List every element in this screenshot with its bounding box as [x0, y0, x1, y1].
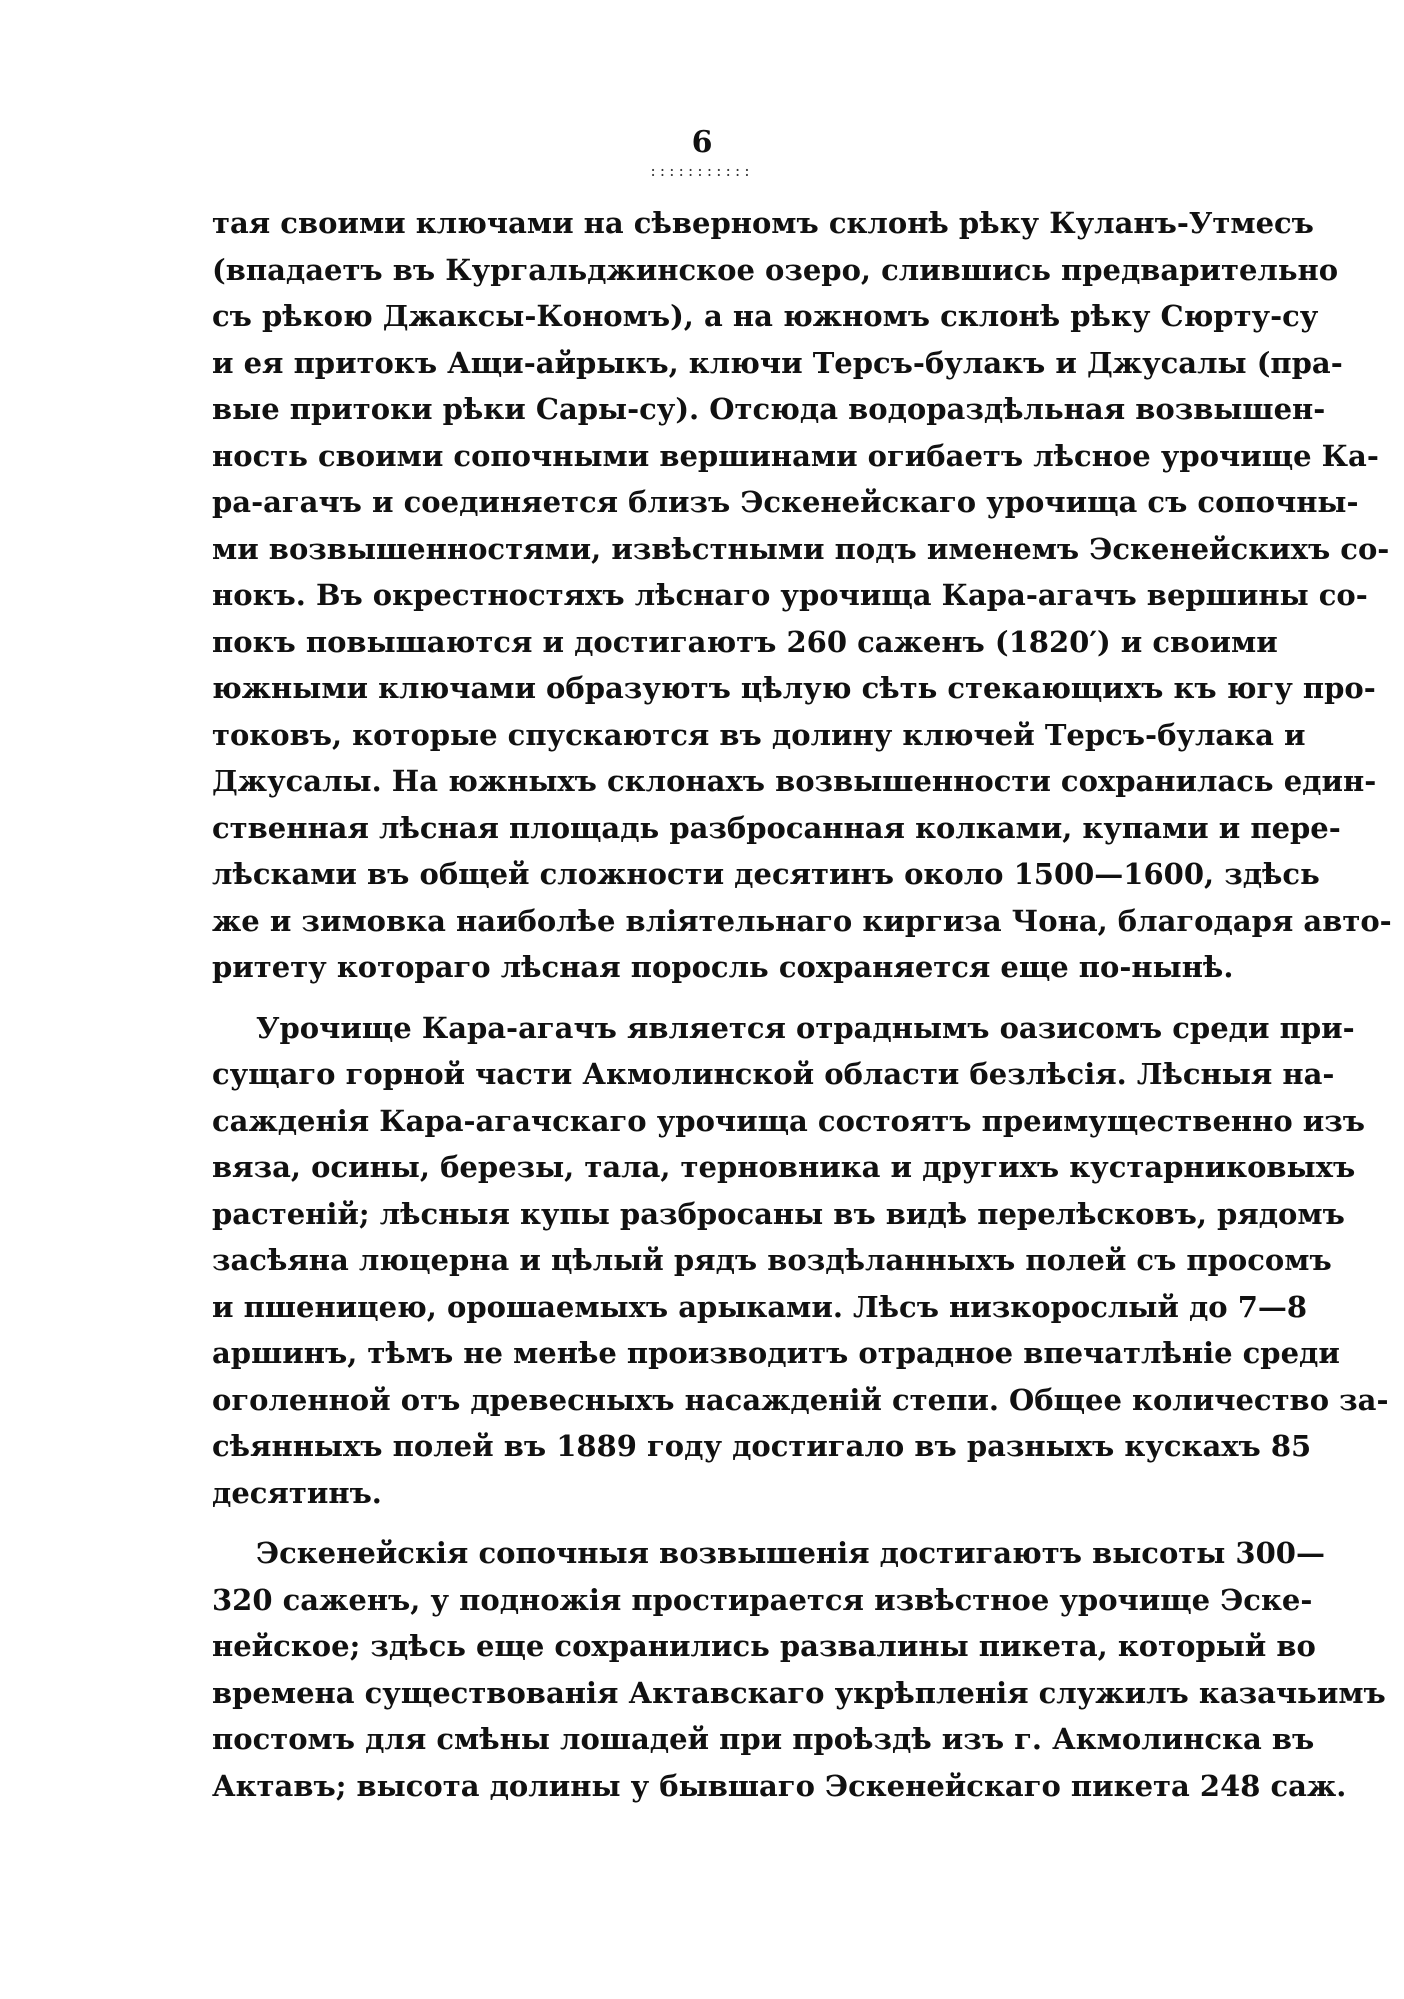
text-line: аршинъ, тѣмъ не менѣе производитъ отрадное впечатлѣніе среди	[212, 1336, 1340, 1370]
text-line: Джусалы. На южныхъ склонахъ возвышенности сохранилась един-	[212, 764, 1377, 798]
paragraph	[212, 1530, 1386, 1809]
text-line: сѣянныхъ полей въ 1889 году достигало въ разныхъ кускахъ 85	[212, 1429, 1312, 1463]
text-line: постомъ для смѣны лошадей при проѣздѣ изъ г. Акмолинска въ	[212, 1722, 1315, 1756]
text-line: токовъ, которые спускаются въ долину ключей Терсъ-булака и	[212, 717, 1306, 752]
text-line: десятинъ.	[212, 1475, 382, 1510]
text-line: нокъ. Въ окрестностяхъ лѣснаго урочища Кара-агачъ вершины со-	[212, 578, 1368, 612]
text-line: времена существованія Актавскаго укрѣпленія служилъ казачьимъ	[212, 1675, 1386, 1710]
body-text	[212, 200, 1392, 1809]
text-line: и пшеницею, орошаемыхъ арыками. Лѣсъ низкорослый до 7—8	[212, 1289, 1308, 1324]
text-line: вые притоки рѣки Сары-су). Отсюда водораздѣльная возвышен-	[212, 392, 1326, 426]
paragraph	[212, 200, 1392, 991]
text-line: ми возвышенностями, извѣстными подъ именемъ Эскенейскихъ со-	[212, 531, 1390, 566]
text-line: (впадаетъ въ Кургальджинское озеро, слившись предварительно	[212, 252, 1339, 287]
text-line: сущаго горной части Акмолинской области безлѣсія. Лѣсныя на-	[212, 1057, 1335, 1091]
text-line: ственная лѣсная площадь разбросанная колками, купами и пере-	[212, 810, 1341, 845]
paragraph-gap	[212, 991, 1192, 1005]
paragraph-gap	[212, 1516, 1192, 1530]
text-line: тая своими ключами на сѣверномъ склонѣ рѣку Куланъ-Утмесъ	[212, 206, 1314, 240]
text-line: Актавъ; высота долины у бывшаго Эскенейскаго пикета 248 саж.	[212, 1768, 1347, 1803]
text-line: засѣяна люцерна и цѣлый рядъ воздѣланныхъ полей съ просомъ	[212, 1243, 1332, 1277]
text-line: лѣсками въ общей сложности десятинъ около 1500—1600, здѣсь	[212, 857, 1320, 891]
page-number: 6	[691, 125, 713, 160]
text-line: 320 саженъ, у подножія простирается извѣстное урочище Эске-	[212, 1582, 1313, 1617]
text-line: покъ повышаются и достигаютъ 260 саженъ (1820′) и своими	[212, 624, 1278, 659]
text-line: южными ключами образуютъ цѣлую сѣть стекающихъ къ югу про-	[212, 671, 1376, 705]
text-line: оголенной отъ древесныхъ насажденій степи. Общее количество за-	[212, 1382, 1389, 1417]
text-line: Урочище Кара-агачъ является отраднымъ оазисомъ среди при-	[256, 1010, 1355, 1045]
text-line: съ рѣкою Джаксы-Кономъ), а на южномъ склонѣ рѣку Сюрту-су	[212, 299, 1319, 333]
text-line: ность своими сопочными вершинами огибаетъ лѣсное урочище Ка-	[212, 438, 1379, 473]
text-line: ритету котораго лѣсная поросль сохраняется еще по-нынѣ.	[212, 950, 1234, 984]
text-line: растеній; лѣсныя купы разбросаны въ видѣ перелѣсковъ, рядомъ	[212, 1196, 1345, 1231]
paragraph	[212, 1005, 1389, 1517]
text-line: Эскенейскія сопочныя возвышенія достигаютъ высоты 300—	[256, 1536, 1325, 1570]
text-line: вяза, осины, березы, тала, терновника и другихъ кустарниковыхъ	[212, 1150, 1356, 1184]
text-line: ра-агачъ и соединяется близъ Эскенейскаго урочища съ сопочны-	[212, 485, 1359, 519]
text-line: же и зимовка наиболѣе вліятельнаго киргиза Чона, благодаря авто-	[212, 903, 1392, 938]
text-line: нейское; здѣсь еще сохранились развалины пикета, который во	[212, 1629, 1316, 1663]
text-line: сажденія Кара-агачскаго урочища состоятъ преимущественно изъ	[212, 1103, 1366, 1138]
text-line: и ея притокъ Ащи-айрыкъ, ключи Терсъ-булакъ и Джусалы (пра-	[212, 345, 1343, 380]
page-number-ornament: :::::::::::	[650, 161, 754, 180]
